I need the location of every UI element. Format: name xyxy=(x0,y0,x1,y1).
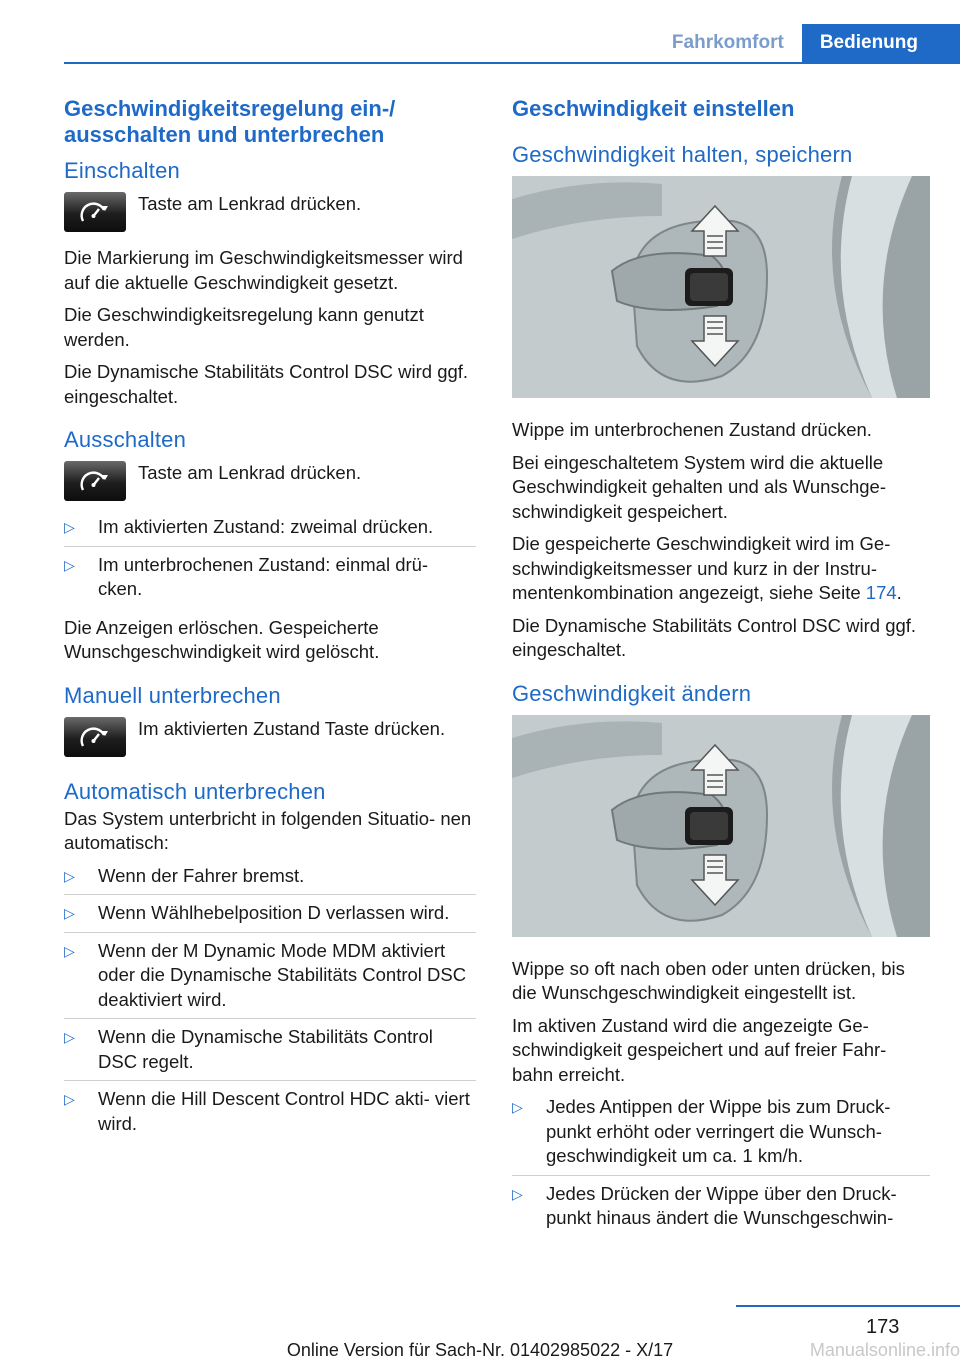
triangle-right-icon: ▷ xyxy=(512,1099,523,1115)
list-item: ▷ Im aktivierten Zustand: zweimal drücken. xyxy=(64,515,476,547)
triangle-right-icon: ▷ xyxy=(64,867,75,884)
paragraph: Die Markierung im Geschwindigkeitsmesser wird auf die aktuelle Geschwindigkeit gesetzt. xyxy=(64,247,463,293)
tab-fahrkomfort[interactable]: Fahrkomfort xyxy=(654,24,802,62)
steering-wheel-rocker-switch-photo xyxy=(512,715,930,937)
header-tabs xyxy=(654,24,960,62)
footer-rule xyxy=(736,1305,960,1307)
list-item: ▷ Wenn Wählhebelposition D verlassen wird. xyxy=(64,895,476,933)
heading-automatisch: Automatisch unterbrechen xyxy=(64,778,326,804)
button-caption: Taste am Lenkrad drücken. xyxy=(138,193,362,214)
page-link[interactable]: 174 xyxy=(865,582,897,603)
paragraph: Die Dynamische Stabilitäts Control DSC wird ggf. eingeschaltet. xyxy=(64,361,469,407)
list-item: ▷ Im unterbrochenen Zustand: einmal drü‐ cken. xyxy=(64,547,476,608)
heading-ausschalten: Ausschalten xyxy=(64,427,187,452)
list-item: ▷ Jedes Drücken der Wippe über den Druck‐ punkt hinaus ändert die Wunschgeschwin‐ xyxy=(512,1176,930,1237)
triangle-right-icon: ▷ xyxy=(64,1029,75,1045)
bullet-list xyxy=(64,864,476,1143)
list-item: ▷ Jedes Antippen der Wippe bis zum Druck‐ punkt erhöht oder verringert die Wunsch‐ geschwindigkeit um ca. 1 km/h. xyxy=(512,1095,930,1176)
button-row-ausschalten xyxy=(64,461,476,501)
heading-manuell: Manuell unterbrechen xyxy=(64,682,281,708)
header-rule xyxy=(64,62,960,64)
paragraph: Die gespeicherte Geschwindigkeit wird im Ge‐ schwindigkeitsmesser und kurz in der Instru‐ mentenkombination angezeigt, siehe Seite 174. xyxy=(512,533,902,603)
paragraph: Die Dynamische Stabilitäts Control DSC wird ggf. eingeschaltet. xyxy=(512,614,917,660)
cruise-control-button-icon xyxy=(64,192,126,232)
bullet-list xyxy=(512,1095,930,1237)
cruise-control-button-icon xyxy=(64,461,126,501)
paragraph: Im aktiven Zustand wird die angezeigte Ge‐ schwindigkeit gespeichert und auf freier Fahr‐ bahn erreicht. xyxy=(512,1014,887,1085)
steering-wheel-rocker-switch-photo xyxy=(512,176,930,398)
triangle-right-icon: ▷ xyxy=(64,1091,75,1107)
left-column xyxy=(64,96,476,1150)
online-version-footer: Online Version für Sach-Nr. 01402985022 - X/17 xyxy=(286,1340,674,1360)
paragraph: Die Anzeigen erlöschen. Gespeicherte Wunschgeschwindigkeit wird gelöscht. xyxy=(64,616,380,662)
heading-aendern: Geschwindigkeit ändern xyxy=(512,680,752,706)
button-row-manuell xyxy=(64,717,476,757)
watermark: Manualsonline.info xyxy=(809,1340,960,1360)
triangle-right-icon: ▷ xyxy=(64,905,75,921)
list-item: ▷ Wenn die Hill Descent Control HDC akti‐ viert wird. xyxy=(64,1081,476,1142)
paragraph: Wippe so oft nach oben oder unten drücken, bis die Wunschgeschwindigkeit eingestellt ist. xyxy=(512,957,905,1003)
section-title-right: Geschwindigkeit einstellen xyxy=(512,96,795,121)
tab-bedienung[interactable]: Bedienung xyxy=(802,24,960,62)
paragraph: Bei eingeschaltetem System wird die aktuelle Geschwindigkeit gehalten und als Wunschge‐ schwindigkeit gespeichert. xyxy=(512,451,886,522)
paragraph: Die Geschwindigkeitsregelung kann genutzt werden. xyxy=(64,304,424,350)
triangle-right-icon: ▷ xyxy=(512,1185,523,1202)
right-column xyxy=(512,96,930,1245)
page-number: 173 xyxy=(866,1316,900,1338)
section-title-left: Geschwindigkeitsregelung ein-/ ausschalten und unterbrechen xyxy=(64,96,396,147)
triangle-right-icon: ▷ xyxy=(64,519,75,535)
paragraph: Wippe im unterbrochenen Zustand drücken. xyxy=(512,419,872,440)
triangle-right-icon: ▷ xyxy=(64,556,75,573)
button-caption: Im aktivierten Zustand Taste drücken. xyxy=(138,717,446,739)
button-caption: Taste am Lenkrad drücken. xyxy=(138,462,362,483)
list-item: ▷ Wenn der M Dynamic Mode MDM aktiviert oder die Dynamische Stabilitäts Control DSC deaktiviert wird. xyxy=(64,933,476,1020)
cruise-control-button-icon xyxy=(64,717,126,757)
list-item: ▷ Wenn der Fahrer bremst. xyxy=(64,864,476,896)
triangle-right-icon: ▷ xyxy=(64,942,75,959)
bullet-list xyxy=(64,515,476,608)
list-item: ▷ Wenn die Dynamische Stabilitäts Control DSC regelt. xyxy=(64,1019,476,1081)
heading-einschalten: Einschalten xyxy=(64,158,180,183)
paragraph: Das System unterbricht in folgenden Situatio‐ nen automatisch: xyxy=(64,807,472,853)
button-row-einschalten xyxy=(64,192,476,232)
heading-halten: Geschwindigkeit halten, speichern xyxy=(512,142,853,167)
